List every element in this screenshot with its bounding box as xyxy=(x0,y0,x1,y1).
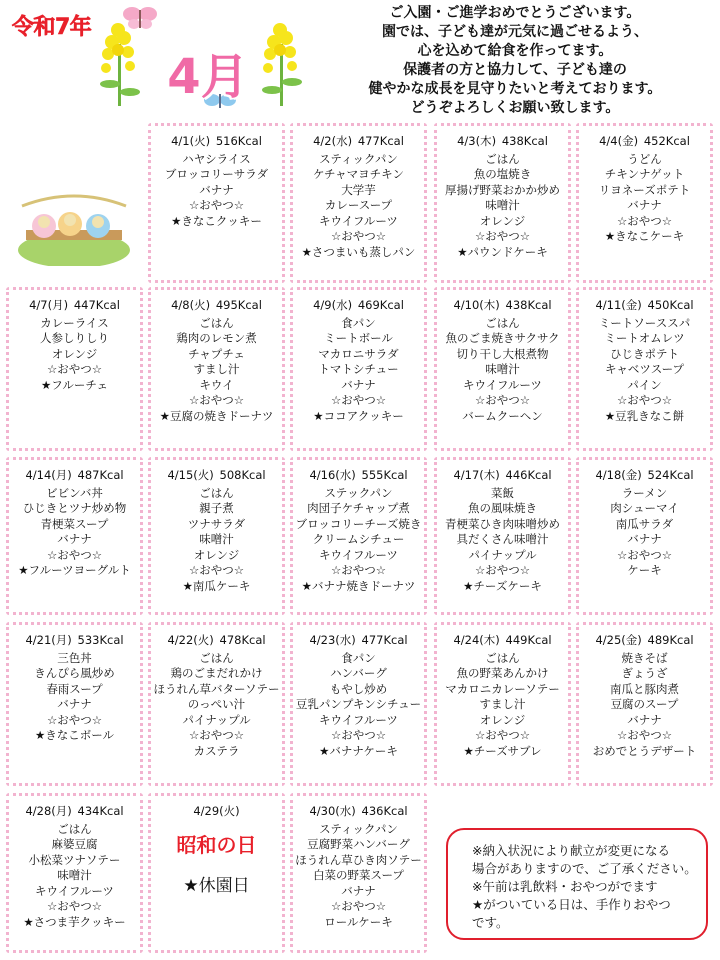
greeting-line: 健やかな成長を見守りたいと考えております。 xyxy=(368,81,662,97)
day-heading xyxy=(579,633,710,649)
menu-item: マカロニカレーソテー xyxy=(445,681,560,696)
menu-item: ミートボール xyxy=(324,331,393,345)
day-date: 4/8(火) xyxy=(171,298,211,312)
day-heading xyxy=(437,298,568,314)
menu-item: ☆おやつ☆ xyxy=(330,899,387,913)
day-calories: 508Kcal xyxy=(219,468,266,482)
menu-item: スティックパン xyxy=(319,151,398,166)
menu-item: ★きなこクッキー xyxy=(171,213,262,228)
menu-item: キャベツスープ xyxy=(604,362,685,376)
menu-item: トマトシチュー xyxy=(318,362,399,376)
day-date: 4/24(木) xyxy=(453,633,500,647)
menu-item: ☆おやつ☆ xyxy=(616,393,673,407)
menu-item: バナナ xyxy=(199,182,234,197)
menu-item: ☆おやつ☆ xyxy=(46,362,103,376)
day-calories: 438Kcal xyxy=(501,134,548,148)
menu-item: ★バナナケーキ xyxy=(319,743,398,758)
day-date: 4/16(水) xyxy=(309,468,356,482)
day-heading xyxy=(293,633,424,649)
notice-box xyxy=(446,828,708,940)
day-calories: 478Kcal xyxy=(219,633,266,647)
day-calories: 450Kcal xyxy=(647,298,694,312)
menu-item: バナナ xyxy=(627,712,662,727)
flower-right-icon xyxy=(262,23,302,106)
day-calories: 447Kcal xyxy=(73,298,120,312)
menu-item: 白菜の野菜スープ xyxy=(313,868,404,882)
menu-item: ☆おやつ☆ xyxy=(616,728,673,742)
menu-item: リヨネーズポテト xyxy=(598,182,691,197)
menu-item: パイン xyxy=(627,377,662,392)
day-card xyxy=(6,793,143,953)
menu-item: ほうれん草バターソテー xyxy=(153,681,280,696)
menu-item: ☆おやつ☆ xyxy=(330,728,387,742)
menu-item: カレーライス xyxy=(40,315,109,330)
menu-item: 具だくさん味噌汁 xyxy=(456,532,549,546)
menu-item: バナナ xyxy=(341,377,376,392)
day-heading xyxy=(437,468,568,484)
day-heading xyxy=(579,298,710,314)
menu-item: 南瓜と豚肉煮 xyxy=(610,681,679,696)
day-heading xyxy=(9,468,140,484)
day-card xyxy=(148,287,285,451)
menu-item: ブロッコリーサラダ xyxy=(164,167,269,181)
day-heading xyxy=(579,468,710,484)
day-calories: 449Kcal xyxy=(505,633,552,647)
day-calories: 495Kcal xyxy=(215,298,262,312)
day-card xyxy=(290,123,427,283)
day-card xyxy=(6,287,143,451)
menu-item: のっぺい汁 xyxy=(187,697,246,711)
menu-item: パイナップル xyxy=(182,712,251,727)
menu-item: ☆おやつ☆ xyxy=(474,393,531,407)
menu-item: 魚の塩焼き xyxy=(473,167,532,181)
day-heading xyxy=(293,804,424,820)
day-card xyxy=(290,457,427,615)
day-heading xyxy=(293,134,424,150)
greeting-line: どうぞよろしくお願い致します。 xyxy=(410,100,620,116)
menu-item: カレースープ xyxy=(324,198,393,212)
menu-item: ハヤシライス xyxy=(182,151,251,166)
notice-line: ※午前は乳飲料・おやつがでます xyxy=(472,879,658,894)
menu-item: 魚のごま焼きサクサク xyxy=(445,331,560,345)
menu-item: おめでとうデザート xyxy=(592,743,697,758)
day-card xyxy=(290,793,427,953)
menu-item: 青梗菜スープ xyxy=(40,516,109,531)
menu-item: ★きなこケーキ xyxy=(604,229,685,243)
menu-item: ロールケーキ xyxy=(324,914,393,929)
menu-item: もやし炒め xyxy=(329,681,388,696)
menu-item: バナナ xyxy=(57,532,92,546)
day-heading xyxy=(293,298,424,314)
menu-item: 大学芋 xyxy=(341,182,376,197)
menu-item: バナナ xyxy=(627,532,662,546)
menu-item: ひじきとツナ炒め物 xyxy=(22,501,127,515)
day-heading xyxy=(579,134,710,150)
day-heading xyxy=(151,468,282,484)
menu-item: オレンジ xyxy=(193,547,240,562)
menu-item: ビビンバ丼 xyxy=(46,485,103,500)
notice-line: ★がついている日は、手作りおやつ xyxy=(472,897,671,912)
menu-item: オレンジ xyxy=(479,213,526,228)
menu-item: ★きなこボール xyxy=(34,728,115,742)
menu-item: チキンナゲット xyxy=(604,167,685,181)
menu-item: バナナ xyxy=(341,883,376,898)
holiday-name: 昭和の日 xyxy=(176,832,257,857)
menu-item: ほうれん草ひき肉ソテー xyxy=(295,852,422,867)
day-card xyxy=(434,287,571,451)
menu-item: ★パウンドケーキ xyxy=(457,244,548,259)
menu-item: ☆おやつ☆ xyxy=(330,393,387,407)
menu-item: ☆おやつ☆ xyxy=(46,899,103,913)
menu-item: スティックパン xyxy=(319,821,398,836)
menu-item: オレンジ xyxy=(479,712,526,727)
day-card xyxy=(576,622,713,786)
menu-item: ☆おやつ☆ xyxy=(330,229,387,243)
menu-item: キウイフルーツ xyxy=(319,213,398,228)
menu-item: 肉シューマイ xyxy=(610,501,679,515)
menu-item: ケーキ xyxy=(627,563,662,577)
menu-item: ☆おやつ☆ xyxy=(46,712,103,727)
menu-item: ☆おやつ☆ xyxy=(188,563,245,577)
menu-item: ツナサラダ xyxy=(187,516,246,531)
menu-item: ★さつま芋クッキー xyxy=(23,914,126,929)
day-card xyxy=(576,123,713,283)
day-calories: 487Kcal xyxy=(77,468,124,482)
day-card xyxy=(434,123,571,283)
day-date: 4/25(金) xyxy=(595,633,642,647)
greeting-line: 保護者の方と協力して、子ども達の xyxy=(403,62,627,78)
day-heading xyxy=(151,633,282,649)
menu-item: ラーメン xyxy=(621,485,668,500)
day-card xyxy=(290,622,427,786)
menu-item: ハンバーグ xyxy=(330,666,387,680)
menu-item: きんぴら風炒め xyxy=(34,666,115,680)
day-date: 4/9(水) xyxy=(313,298,353,312)
day-date: 4/29(火) xyxy=(193,804,240,818)
menu-item: 魚の野菜あんかけ xyxy=(456,666,549,680)
menu-item: 鶏のごまだれかけ xyxy=(170,666,263,680)
menu-item: ☆おやつ☆ xyxy=(188,393,245,407)
menu-item: すまし汁 xyxy=(479,697,526,711)
day-calories: 438Kcal xyxy=(505,298,552,312)
menu-item: ☆おやつ☆ xyxy=(474,229,531,243)
menu-item: ★豆乳きなこ餅 xyxy=(604,408,685,423)
menu-item: ごはん xyxy=(199,650,234,665)
menu-item: 親子煮 xyxy=(199,501,234,515)
day-date: 4/14(月) xyxy=(25,468,72,482)
menu-item: キウイフルーツ xyxy=(35,883,114,898)
menu-item: 麻婆豆腐 xyxy=(51,837,98,851)
menu-item: ★チーズサブレ xyxy=(463,743,542,758)
menu-item: 味噌汁 xyxy=(199,532,234,546)
menu-item: キウイ xyxy=(199,377,234,392)
menu-item: 魚の風味焼き xyxy=(468,501,537,515)
menu-item: キウイフルーツ xyxy=(319,547,398,562)
day-date: 4/11(金) xyxy=(595,298,642,312)
day-card xyxy=(576,287,713,451)
day-date: 4/21(月) xyxy=(25,633,72,647)
menu-item: ごはん xyxy=(485,650,520,665)
day-heading xyxy=(151,804,282,820)
day-heading xyxy=(151,134,282,150)
day-card xyxy=(290,287,427,451)
menu-item: ★南瓜ケーキ xyxy=(182,578,251,593)
day-date: 4/30(水) xyxy=(309,804,356,818)
day-calories: 516Kcal xyxy=(215,134,262,148)
menu-item: 味噌汁 xyxy=(57,868,92,882)
menu-item: ごはん xyxy=(57,821,92,836)
menu-item: ぎょうざ xyxy=(621,666,668,680)
day-calories: 477Kcal xyxy=(357,134,404,148)
day-calories: 434Kcal xyxy=(77,804,124,818)
day-heading xyxy=(293,468,424,484)
menu-item: 食パン xyxy=(341,315,376,330)
day-heading xyxy=(9,633,140,649)
menu-item: ミートソーススパ xyxy=(598,315,691,330)
day-date: 4/22(火) xyxy=(167,633,214,647)
menu-item: ステックパン xyxy=(324,485,393,500)
era-year: 令和7年 xyxy=(12,15,92,40)
menu-item: 鶏肉のレモン煮 xyxy=(176,331,257,345)
menu-item: 南瓜サラダ xyxy=(615,516,674,531)
menu-item: うどん xyxy=(627,151,662,166)
children-picnic-illustration xyxy=(18,186,130,266)
menu-item: 切り干し大根煮物 xyxy=(456,346,549,361)
menu-item: ★チーズケーキ xyxy=(463,578,542,593)
day-calories: 452Kcal xyxy=(643,134,690,148)
menu-item: ★フルーチェ xyxy=(40,377,108,392)
menu-item: ☆おやつ☆ xyxy=(188,198,245,212)
day-date: 4/28(月) xyxy=(25,804,72,818)
day-card xyxy=(148,793,285,953)
menu-item: 食パン xyxy=(341,650,376,665)
menu-item: カステラ xyxy=(193,743,240,758)
greeting-line: ご入園・ご進学おめでとうございます。 xyxy=(389,5,641,21)
menu-item: ごはん xyxy=(485,151,520,166)
day-date: 4/18(金) xyxy=(595,468,642,482)
day-calories: 555Kcal xyxy=(361,468,408,482)
menu-item: ★ココアクッキー xyxy=(313,408,404,423)
day-date: 4/15(火) xyxy=(167,468,214,482)
menu-item: チャプチェ xyxy=(188,346,245,361)
day-card xyxy=(6,457,143,615)
day-card xyxy=(148,622,285,786)
menu-item: キウイフルーツ xyxy=(319,712,398,727)
day-card xyxy=(434,457,571,615)
notice-line: ※納入状況により献立が変更になる xyxy=(472,843,670,858)
notice-line: 場合がありますので、ご了承ください。 xyxy=(472,861,697,876)
day-calories: 489Kcal xyxy=(647,633,694,647)
menu-item: オレンジ xyxy=(51,346,98,361)
menu-item: 豆乳パンプキンシチュー xyxy=(295,697,422,711)
menu-item: ★バナナ焼きドーナツ xyxy=(301,578,416,593)
menu-item: ☆おやつ☆ xyxy=(616,213,673,228)
day-calories: 477Kcal xyxy=(361,633,408,647)
day-date: 4/4(金) xyxy=(599,134,639,148)
day-card xyxy=(576,457,713,615)
menu-item: ☆おやつ☆ xyxy=(330,563,387,577)
day-card xyxy=(148,457,285,615)
day-heading xyxy=(9,298,140,314)
greeting-line: 心を込めて給食を作ってます。 xyxy=(417,43,613,59)
day-heading xyxy=(437,134,568,150)
notice-line: です。 xyxy=(472,915,509,930)
day-card xyxy=(6,622,143,786)
day-calories: 446Kcal xyxy=(505,468,552,482)
menu-item: ごはん xyxy=(485,315,520,330)
butterfly-icon xyxy=(123,7,157,29)
menu-item: クリームシチュー xyxy=(312,532,405,546)
menu-item: ☆おやつ☆ xyxy=(188,728,245,742)
greeting-message xyxy=(330,4,700,118)
flower-left-icon xyxy=(100,23,140,106)
menu-item: ケチャマヨチキン xyxy=(312,167,405,181)
menu-item: ★さつまいも蒸しパン xyxy=(301,244,416,259)
day-calories: 469Kcal xyxy=(357,298,404,312)
menu-item: 焼きそば xyxy=(621,650,668,665)
day-calories: 533Kcal xyxy=(77,633,124,647)
greeting-line: 園では、子ども達が元気に過ごせるよう、 xyxy=(382,24,648,40)
menu-item: 肉団子ケチャップ煮 xyxy=(307,501,410,515)
menu-item: ★フルーツヨーグルト xyxy=(18,563,131,577)
menu-item: マカロニサラダ xyxy=(318,346,399,361)
menu-item: 小松菜ツナソテー xyxy=(28,852,121,867)
menu-item: すまし汁 xyxy=(193,362,240,376)
day-date: 4/2(水) xyxy=(313,134,353,148)
menu-item: ☆おやつ☆ xyxy=(474,563,531,577)
day-date: 4/23(水) xyxy=(309,633,356,647)
day-card xyxy=(148,123,285,283)
day-date: 4/1(火) xyxy=(171,134,211,148)
menu-item: 味噌汁 xyxy=(485,198,520,212)
menu-item: 味噌汁 xyxy=(485,362,520,376)
day-date: 4/10(木) xyxy=(453,298,500,312)
menu-item: バナナ xyxy=(57,697,92,711)
menu-item: ☆おやつ☆ xyxy=(474,728,531,742)
menu-item: 菜飯 xyxy=(491,485,514,500)
menu-item: ブロッコリーチーズ焼き xyxy=(295,516,422,531)
menu-item: バームクーヘン xyxy=(462,408,543,423)
month-title: 4月 xyxy=(167,49,249,105)
day-card xyxy=(434,622,571,786)
day-date: 4/7(月) xyxy=(29,298,69,312)
menu-item: バナナ xyxy=(627,198,662,212)
day-date: 4/3(木) xyxy=(457,134,497,148)
day-calories: 436Kcal xyxy=(361,804,408,818)
menu-item: ひじきポテト xyxy=(610,346,679,361)
menu-item: 豆腐野菜ハンバーグ xyxy=(307,837,410,851)
day-date: 4/17(木) xyxy=(453,468,500,482)
menu-item: 春雨スープ xyxy=(46,681,103,696)
menu-item: 三色丼 xyxy=(57,650,92,665)
menu-item: パイナップル xyxy=(468,547,537,562)
day-heading xyxy=(9,804,140,820)
menu-item: 青梗菜ひき肉味噌炒め xyxy=(445,516,560,531)
menu-item: キウイフルーツ xyxy=(463,377,542,392)
day-heading xyxy=(151,298,282,314)
menu-item: 厚揚げ野菜おかか炒め xyxy=(445,182,560,197)
menu-item: ミートオムレツ xyxy=(604,331,685,345)
menu-item: ごはん xyxy=(199,485,234,500)
menu-item: 豆腐のスープ xyxy=(610,697,679,711)
menu-item: 人参しりしり xyxy=(40,331,109,345)
menu-item: ☆おやつ☆ xyxy=(46,547,103,562)
day-calories: 524Kcal xyxy=(647,468,694,482)
menu-item: ★豆腐の焼きドーナツ xyxy=(159,408,274,423)
menu-item: ごはん xyxy=(199,315,234,330)
day-heading xyxy=(437,633,568,649)
closed-label: ★休園日 xyxy=(183,876,250,896)
menu-item: ☆おやつ☆ xyxy=(616,547,673,562)
